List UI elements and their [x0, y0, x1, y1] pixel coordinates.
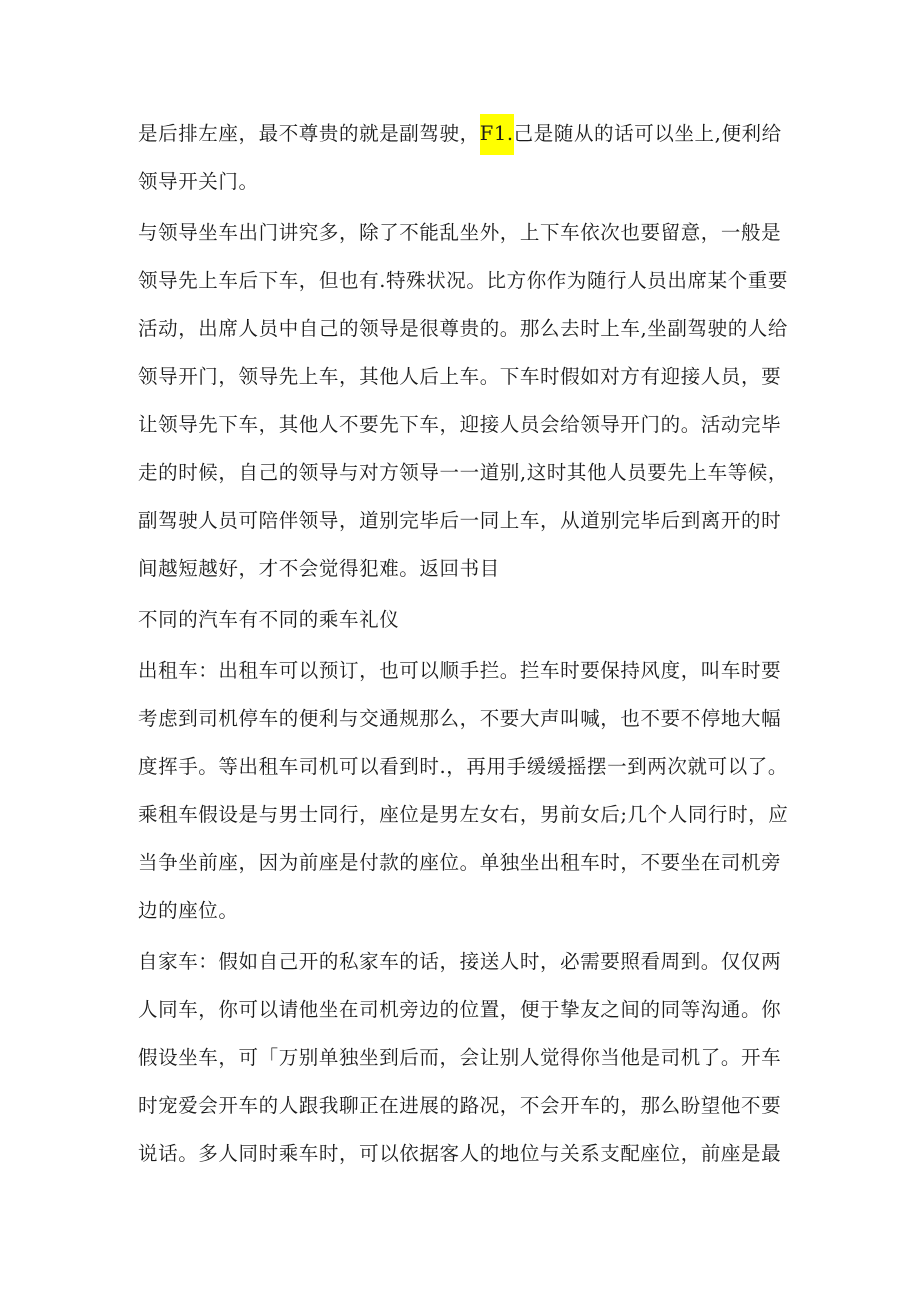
text-run: 是后排左座，最不尊贵的就是副驾驶， [138, 122, 480, 145]
taxi-paragraph-line: 边的座位。 [138, 899, 239, 922]
private-car-paragraph-line: 说话。多人同时乘车时，可以依据客人的地位与关系支配座位，前座是最 [138, 1142, 782, 1165]
private-car-paragraph-line: 自家车：假如自己开的私家车的话，接送人时，必需要照看周到。仅仅两 [138, 950, 782, 973]
taxi-paragraph-line: 度挥手。等出租车司机可以看到时.，再用手缓缓摇摆一到两次就可以了。 [138, 755, 788, 778]
paragraph-2-line: 让领导先下车，其他人不要先下车，迎接人员会给领导开门的。活动完毕 [138, 413, 782, 436]
paragraph-2-line: 走的时候，自己的领导与对方领导一一道别,这时其他人员要先上车等候， [138, 461, 788, 484]
section-heading: 不同的汽车有不同的乘车礼仪 [138, 608, 400, 631]
paragraph-2-line: 副驾驶人员可陪伴领导，道别完毕后一同上车，从道别完毕后到离开的时 [138, 509, 782, 532]
document-body [138, 110, 788, 1178]
private-car-paragraph-line: 时宠爱会开车的人跟我聊正在进展的路况，不会开车的，那么盼望他不要 [138, 1094, 782, 1117]
paragraph-2-line: 领导先上车后下车，但也有.特殊状况。比方你作为随行人员出席某个重要 [138, 269, 788, 292]
private-car-paragraph-line: 假设坐车，可「万别单独坐到后而，会让别人觉得你当他是司机了。开车 [138, 1046, 782, 1069]
paragraph-2-line: 领导开门，领导先上车，其他人后上车。下车时假如对方有迎接人员，要 [138, 365, 782, 388]
paragraph-2-line: 间越短越好，才不会觉得犯难。返回书目 [138, 557, 500, 580]
paragraph-2-line: 与领导坐车出门讲究多，除了不能乱坐外，上下车依次也要留意，一般是 [138, 221, 782, 244]
highlighted-text: F1. [480, 114, 514, 155]
paragraph-1-line-2: 领导开关门。 [138, 170, 259, 193]
paragraph-1-line-1 [138, 110, 788, 158]
paragraph-2-line: 活动，出席人员中自己的领导是很尊贵的。那么去时上车,坐副驾驶的人给 [138, 317, 788, 340]
text-run: 己是随从的话可以坐上,便利给 [513, 122, 782, 145]
taxi-paragraph-line: 当争坐前座，因为前座是付款的座位。单独坐出租车时，不要坐在司机旁 [138, 851, 782, 874]
taxi-paragraph-line: 考虑到司机停车的便利与交通规那么，不要大声叫喊，也不要不停地大幅 [138, 707, 782, 730]
taxi-paragraph-line: 乘租车假设是与男士同行，座位是男左女右，男前女后;几个人同行时，应 [138, 803, 789, 826]
private-car-paragraph-line: 人同车，你可以请他坐在司机旁边的位置，便于挚友之间的同等沟通。你 [138, 998, 782, 1021]
taxi-paragraph-line: 出租车：出租车可以预订，也可以顺手拦。拦车时要保持风度，叫车时要 [138, 659, 782, 682]
